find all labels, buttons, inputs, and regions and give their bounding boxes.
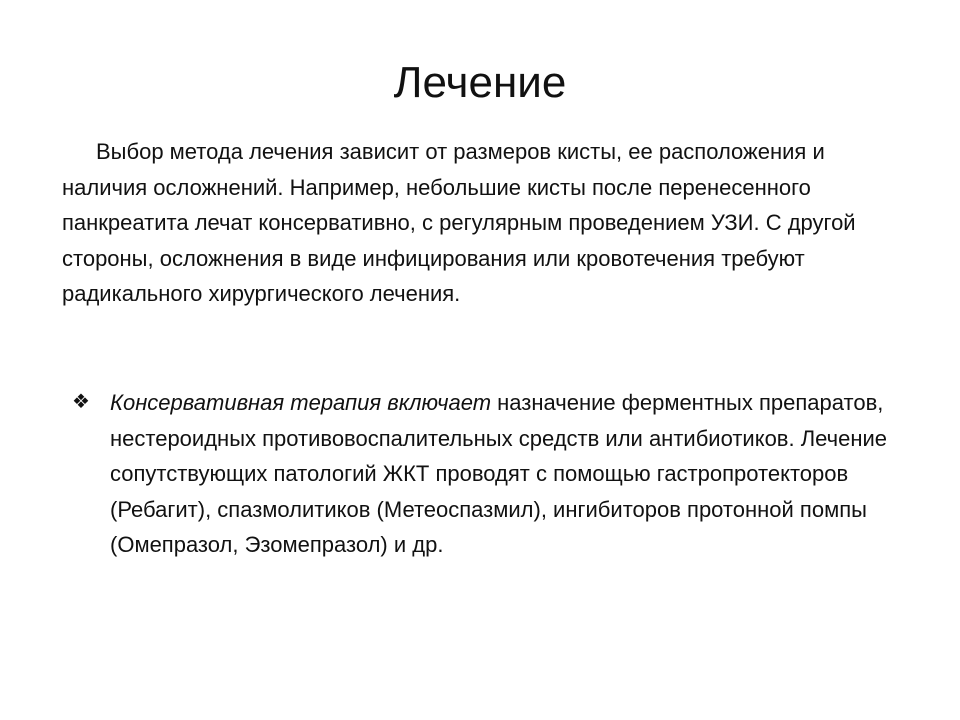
conservative-therapy-bullet: [72, 385, 912, 563]
bullet-emphasis: Консервативная терапия включает: [110, 390, 492, 415]
intro-paragraph: Выбор метода лечения зависит от размеров кисты, ее расположения и наличия осложнений. Например, небольшие кисты после перенесенного панкреатита лечат консервативно, с регулярным проведением УЗИ. С другой стороны, осложнения в виде инфицирования или кровотечения требуют радикального хирургического лечения.: [62, 139, 856, 306]
diamond-bullet-icon: ❖: [72, 391, 90, 413]
slide-title: Лечение: [393, 58, 567, 108]
bullet-paragraph: [110, 385, 900, 563]
bullet-body: назначение ферментных препаратов, нестероидных противовоспалительных средств или антибиотиков. Лечение сопутствующих патологий ЖКТ проводят с помощью гастропротекторов (Ребагит), спазмолитиков (Метеоспазмил), ингибиторов протонной помпы (Омепразол, Эзомепразол) и др.: [110, 390, 888, 557]
